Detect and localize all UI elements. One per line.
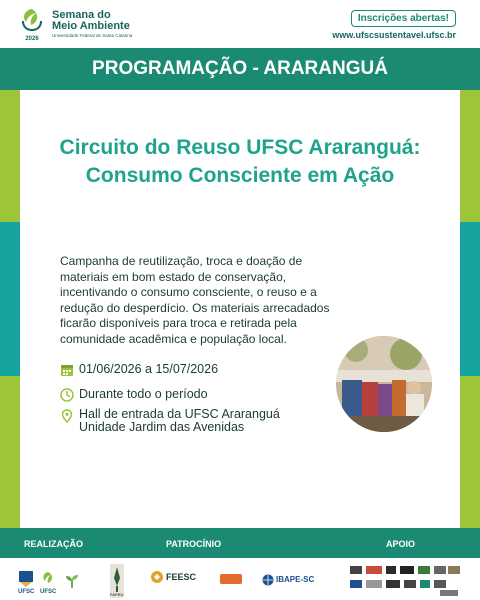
partner-logo-orange[interactable] bbox=[220, 574, 242, 584]
event-date-row bbox=[60, 362, 218, 377]
apoio-logo-3[interactable] bbox=[386, 566, 396, 574]
apoio-logo-11[interactable] bbox=[404, 580, 416, 588]
program-title-band bbox=[0, 48, 480, 90]
logo-title-line2: Meio Ambiente bbox=[52, 19, 130, 32]
logo-year: 2026 bbox=[25, 36, 39, 42]
patrocinio-label: PATROCÍNIO bbox=[166, 539, 222, 549]
apoio-logo-9[interactable] bbox=[366, 580, 382, 588]
event-location-line2: Unidade Jardim das Avenidas bbox=[79, 420, 245, 434]
fapeu-label: FAPEU bbox=[110, 592, 124, 597]
event-photo bbox=[336, 336, 432, 432]
calendar-icon bbox=[60, 363, 74, 377]
event-location-line1: Hall de entrada da UFSC Araranguá bbox=[79, 407, 280, 421]
apoio-logo-5[interactable] bbox=[418, 566, 430, 574]
apoio-logo-6[interactable] bbox=[434, 566, 446, 574]
logo-subtitle: Universidade Federal de Santa Catarina bbox=[52, 32, 133, 38]
green-campus-logo[interactable] bbox=[62, 572, 82, 590]
left-stripe-lime-bottom bbox=[0, 376, 20, 528]
apoio-logo-7[interactable] bbox=[448, 566, 460, 574]
event-location-row bbox=[60, 408, 280, 434]
header bbox=[0, 0, 480, 48]
ufsc-label: UFSC bbox=[18, 589, 35, 595]
ufsc-crest-icon bbox=[18, 570, 34, 588]
sprout-icon bbox=[62, 572, 82, 590]
event-description: Campanha de reutilização, troca e doação de materiais em bom estado de conservação, incentivando o consumo consciente, o reuso e a redução do desperdício. Os materiais arrecadados ficarão disponíveis para troca e retirada pela comunidade acadêmica e população local. bbox=[60, 254, 330, 346]
apoio-logo-8[interactable] bbox=[350, 580, 362, 588]
apoio-logo-2[interactable] bbox=[366, 566, 382, 574]
event-title bbox=[20, 134, 460, 190]
apoio-logo-10[interactable] bbox=[386, 580, 400, 588]
ufsc-label-2: UFSC bbox=[40, 589, 57, 595]
event-time: Durante todo o período bbox=[79, 387, 208, 401]
apoio-label: APOIO bbox=[386, 539, 416, 549]
apoio-logo-4[interactable] bbox=[400, 566, 414, 574]
event-title-line1: Circuito do Reuso UFSC Araranguá: bbox=[59, 136, 421, 159]
feesc-label: FEESC bbox=[166, 572, 197, 582]
apoio-logo-1[interactable] bbox=[350, 566, 362, 574]
event-title-line2: Consumo Consciente em Ação bbox=[85, 164, 395, 187]
ibape-logo[interactable] bbox=[262, 573, 274, 591]
ibape-label: IBAPE-SC bbox=[276, 575, 315, 584]
ufsc-sustentavel-logo[interactable] bbox=[40, 570, 56, 591]
clock-icon bbox=[60, 388, 74, 402]
map-pin-icon bbox=[60, 409, 74, 423]
logo-title-line1: Semana do bbox=[52, 8, 111, 21]
apoio-logo-14[interactable] bbox=[440, 590, 458, 596]
apoio-logo-12[interactable] bbox=[420, 580, 430, 588]
sustainability-leaf-icon bbox=[40, 570, 56, 586]
realizacao-label: REALIZAÇÃO bbox=[24, 539, 83, 549]
left-stripe-lime-top bbox=[0, 90, 20, 222]
registration-open-badge[interactable]: Inscrições abertas! bbox=[351, 10, 456, 27]
ibape-globe-icon bbox=[262, 574, 274, 586]
right-stripe-teal bbox=[460, 222, 480, 376]
leaf-logo-icon bbox=[18, 6, 46, 42]
event-logo[interactable] bbox=[18, 6, 132, 42]
left-stripe-teal bbox=[0, 222, 20, 376]
footer bbox=[0, 528, 480, 600]
footer-band bbox=[0, 528, 480, 558]
event-date: 01/06/2026 a 15/07/2026 bbox=[79, 362, 219, 376]
event-card bbox=[20, 90, 460, 528]
event-time-row bbox=[60, 387, 208, 402]
feesc-mark-icon bbox=[150, 570, 164, 584]
feesc-logo[interactable] bbox=[150, 570, 164, 589]
site-url-link[interactable]: www.ufscsustentavel.ufsc.br bbox=[332, 30, 456, 40]
apoio-logo-13[interactable] bbox=[434, 580, 446, 588]
program-title: PROGRAMAÇÃO - ARARANGUÁ bbox=[92, 58, 388, 79]
right-stripe-lime-bottom bbox=[460, 376, 480, 528]
right-stripe-lime-top bbox=[460, 90, 480, 222]
